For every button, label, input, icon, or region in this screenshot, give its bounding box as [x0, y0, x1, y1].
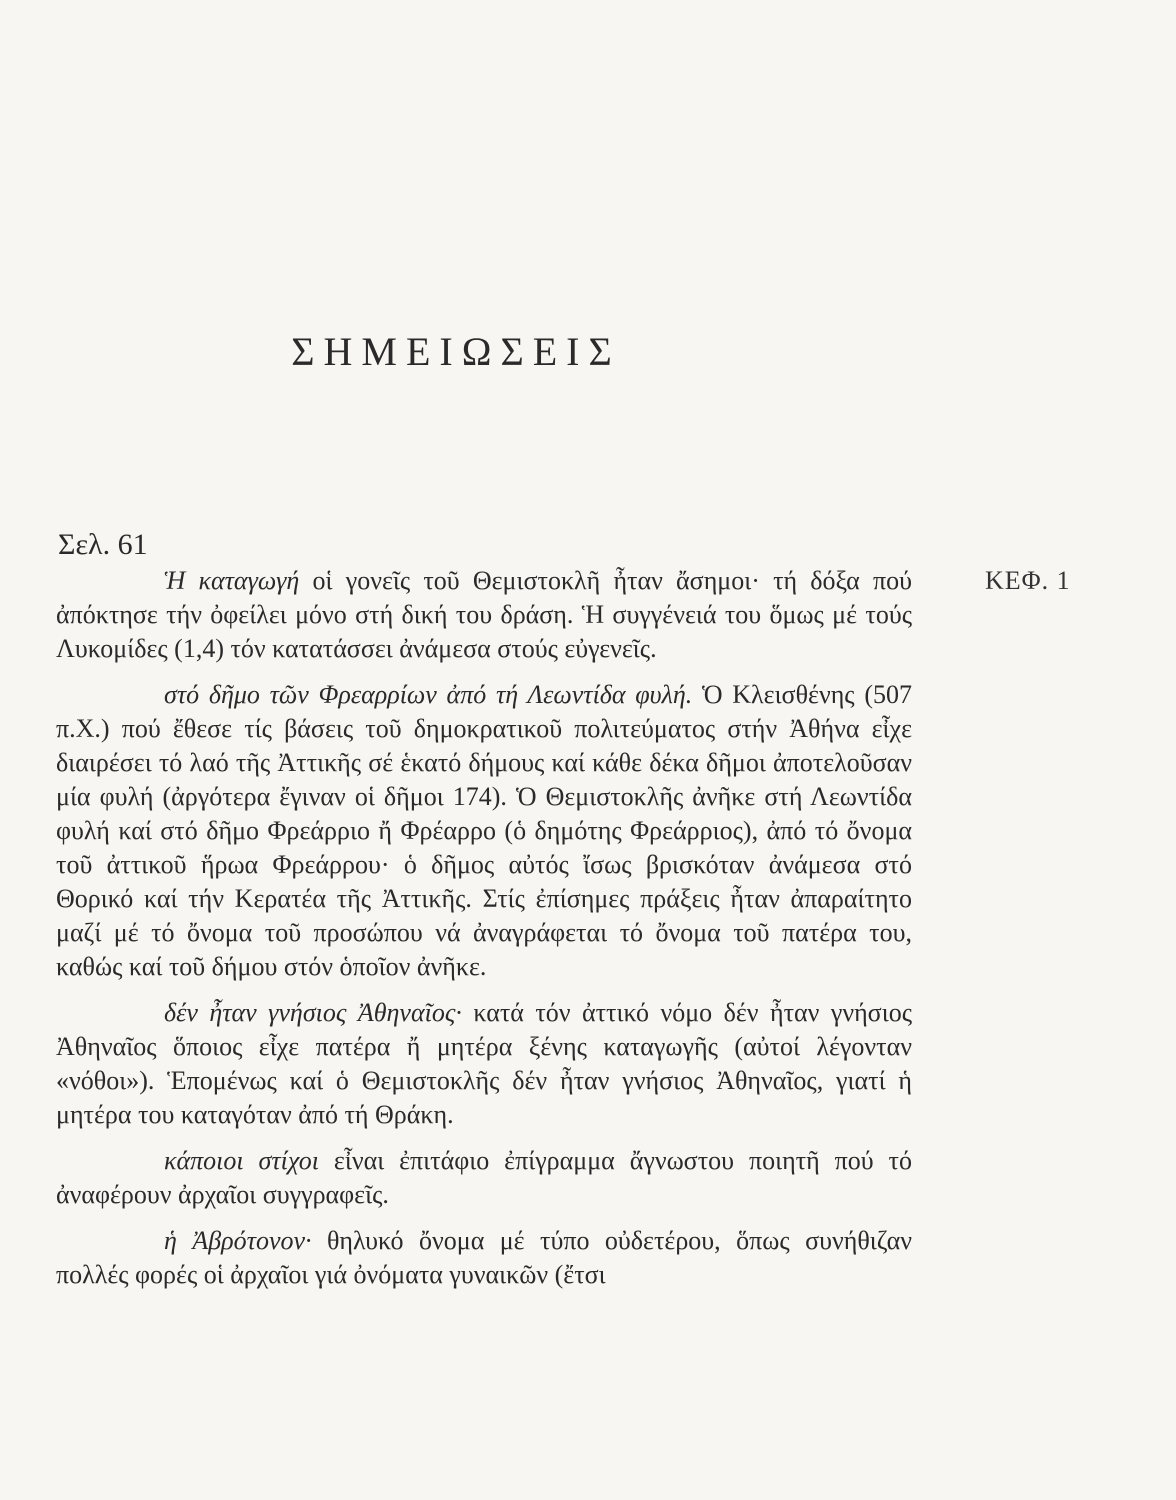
note-text: θηλυκό ὄνομα μέ τύπο οὐδετέρου, ὅπως συνήθιζαν πολλές φορές οἱ ἀρχαῖοι γιά ὀνόματα γυναικῶν (ἔτσι [56, 1226, 912, 1289]
note-text: οἱ γονεῖς τοῦ Θεμιστοκλῆ ἦταν ἄσημοι· τή δόξα πού ἀπόκτησε τήν ὀφείλει μόνο στή δική του δράση. Ἡ συγγένειά του ὅμως μέ τούς Λυκομίδες (1,4) τόν κατατάσσει ἀνάμεσα στούς εὐγενεῖς. [56, 566, 912, 663]
note-paragraph [56, 996, 912, 1132]
note-paragraph [56, 678, 912, 984]
note-paragraph [56, 564, 912, 666]
note-paragraph [56, 1144, 912, 1212]
note-text: κατά τόν ἀττικό νόμο δέν ἦταν γνήσιος Ἀθηναῖος ὅποιος εἶχε πατέρα ἤ μητέρα ξένης καταγωγῆς (αὐτοί λέγονταν «νόθοι»). Ἑπομένως καί ὁ Θεμιστοκλῆς δέν ἦταν γνήσιος Ἀθηναῖος, γιατί ἡ μητέρα του καταγόταν ἀπό τή Θράκη. [56, 998, 912, 1129]
section-heading: ΣΗΜΕΙΩΣΕΙΣ [291, 329, 621, 374]
note-paragraph [56, 1224, 912, 1292]
note-text: Ὁ Κλεισθένης (507 π.Χ.) πού ἔθεσε τίς βάσεις τοῦ δημοκρατικοῦ πολιτεύματος στήν Ἀθήνα εἶχε διαιρέσει τό λαό τῆς Ἀττικῆς σέ ἑκατό δήμους καί κάθε δέκα δῆμοι ἀποτελοῦσαν μία φυλή (ἀργότερα ἔγιναν οἱ δῆμοι 174). Ὁ Θεμιστοκλῆς ἀνῆκε στή Λεωντίδα φυλή καί στό δῆμο Φρεάρριο ἤ Φρέαρρο (ὁ δημότης Φρεάρριος), ἀπό τό ὄνομα τοῦ ἀττικοῦ ἥρωα Φρεάρρου· ὁ δῆμος αὐτός ἴσως βρισκόταν ἀνάμεσα στό Θορικό καί τήν Κερατέα τῆς Ἀττικῆς. Στίς ἐπίσημες πράξεις ἦταν ἀπαραίτητο μαζί μέ τό ὄνομα τοῦ προσώπου νά ἀναγράφεται τό ὄνομα τοῦ πατέρα του, καθώς καί τοῦ δήμου στόν ὁποῖον ἀνῆκε. [56, 680, 912, 981]
note-lemma: στό δῆμο τῶν Φρεαρρίων ἀπό τή Λεωντίδα φυλή. [164, 680, 693, 709]
note-text: εἶναι ἐπιτάφιο ἐπίγραμμα ἄγνωστου ποιητῆ πού τό ἀναφέρουν ἀρχαῖοι συγγραφεῖς. [56, 1146, 912, 1209]
note-lemma: Ἡ καταγωγή [164, 566, 300, 595]
page-reference: Σελ. 61 [58, 528, 148, 561]
note-lemma: ἡ Ἀβρότονον· [164, 1226, 312, 1255]
note-lemma: κάποιοι στίχοι [164, 1146, 319, 1175]
notes-body [56, 564, 912, 1304]
note-lemma: δέν ἦταν γνήσιος Ἀθηναῖος· [164, 998, 462, 1027]
chapter-marker: ΚΕΦ. 1 [985, 566, 1071, 595]
